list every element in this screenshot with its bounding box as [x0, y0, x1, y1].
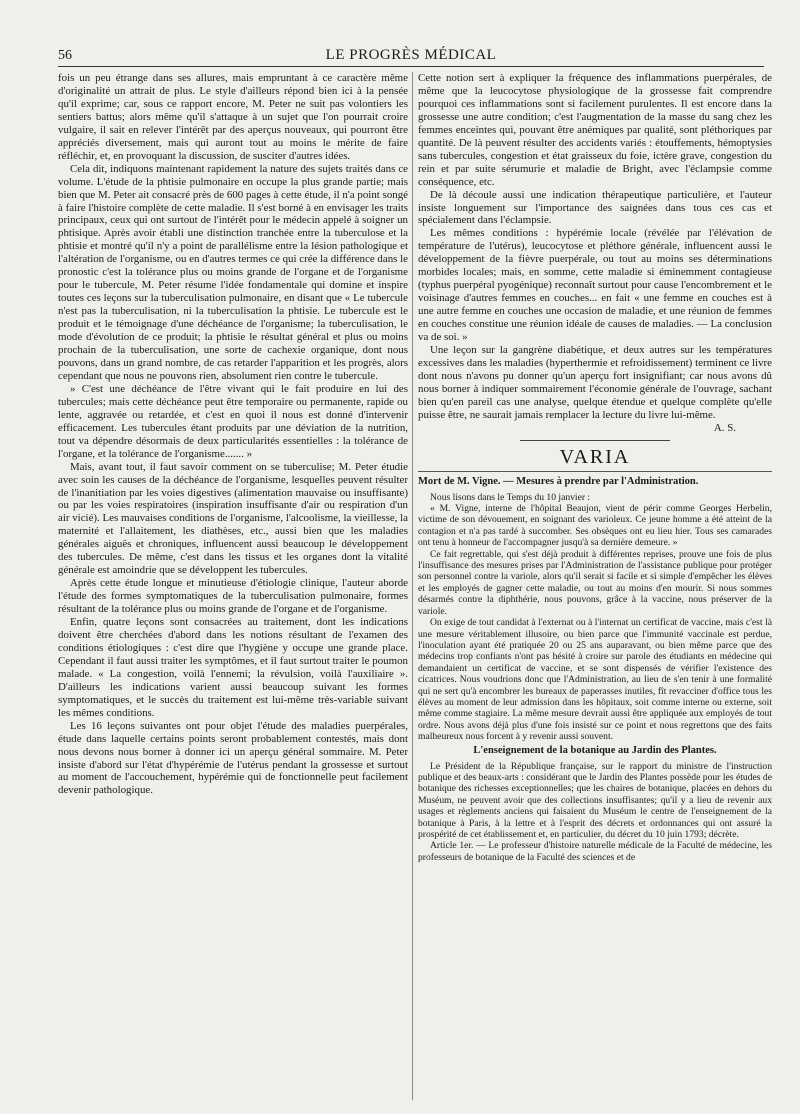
article-body — [418, 761, 772, 864]
article-title: Mort de M. Vigne. — Mesures à prendre par l'Administration. — [418, 475, 699, 487]
paragraph: Article 1er. — Le professeur d'histoire naturelle médicale de la Faculté de médecine, les professeurs de botanique de la Faculté des sciences et de — [418, 840, 772, 863]
paragraph: Une leçon sur la gangrène diabétique, et deux autres sur les températures excessives dans les maladies (hyperthermie et refroidissement) terminent ce livre dont nous n'avons pu donner qu'un aperçu fort insignifiant; car nous avons dû nous borner à indiquer sommairement l'économie générale de l'ouvrage, sachant bien qu'en pareil cas une analyse, quelque étendue et quelque complète qu'elle puisse être, ne saurait jamais remplacer la lecture du livre lui-même. — [418, 344, 772, 421]
author-signature: A. S. — [713, 421, 736, 434]
page-number: 56 — [58, 48, 72, 63]
paragraph: Cette notion sert à expliquer la fréquence des inflammations puerpérales, de même que la leucocytose physiologique de la grossesse fait comprendre pourquoi ces inflammations sont si facilement purulentes. Il est encore dans la grossesse une autre condition; c'est l'augmentation de la masse du sang chez les femmes enceintes qui, pouvant être anémiques par qualité, sont pléthoriques par quantité. De là peuvent résulter des accidents variés : étouffements, hémoptysies sans tubercules, congestion et état graisseux du foie, ictère grave, congestion du rein et par suite sérumurie et maladie de Bright, avec l'éclampsie comme conséquence, etc. — [418, 72, 772, 188]
paragraph: Le Président de la République française, sur le rapport du ministre de l'instruction publique et des beaux-arts : considérant que le Jardin des Plantes possède pour les études de botanique des richesses exceptionnelles; que les chaires de botanique, placées en dehors du Muséum, ne peuvent avoir que des collections insuffisantes; qu'il y a lieu de revenir aux usages et règlements anciens qui faisaient du Muséum le centre de l'enseignement de la botanique à Paris, à la lettre et à l'esprit des décrets et ordonnances qui ont assuré la prospérité de cet établissement et, en particulier, du décret du 10 juin 1793; décrète. — [418, 760, 772, 840]
left-column — [58, 72, 408, 1100]
paragraph: Après cette étude longue et minutieuse d'étiologie clinique, l'auteur aborde l'étude des formes symptomatiques de la tuberculisation pulmonaire, formes résultant de la tolérance plus ou moins grande de l'organe et de l'organisme. — [58, 577, 408, 616]
paragraph: Les mêmes conditions : hypérémie locale (révélée par l'élévation de température de l'utérus), leucocytose et pléthore générale, influencent aussi le développement de la fièvre puerpérale, ou tout au moins ses déterminations morbides locales; mais, en somme, cette maladie si éminemment contagieuse (typhus puerpéral pyogénique) reconnaît surtout pour cause l'encombrement et le voisinage d'autres femmes en couches... en fait « une femme en couches est à une autre femme en couches une occasion de maladie, et une réunion de femmes en couches constitue une réunion idéale de causes de maladies. — La conclusion va de soi. » — [418, 227, 772, 344]
paragraph: Ce fait regrettable, qui s'est déjà produit à différentes reprises, prouve une fois de plus l'insuffisance des mesures prises par l'Administration de l'assistance publique pour protéger son personnel contre la variole, alors qu'il serait si facile et si simple d'empêcher les élèves et les employés de gagner cette maladie, ou tout au moins d'en mourir. Si nous sommes désarmés contre la diphthérie, nous pouvons, grâce à la vaccine, nous préserver de la variole. — [418, 548, 772, 617]
right-column — [418, 72, 772, 1100]
journal-title: LE PROGRÈS MÉDICAL — [325, 47, 497, 63]
paragraph: Enfin, quatre leçons sont consacrées au traitement, dont les indications doivent être cherchées d'abord dans les notions résultant de l'examen des conditions étiologiques : c'est dire que l'hygiène y occupe une grande place. Cependant il faut aussi traiter les symptômes, et il faut surtout traiter le poumon malade. « La congestion, voilà l'ennemi; la révulsion, voilà l'auxiliaire ». D'ailleurs les indications varient aussi beaucoup suivant les formes symptomatiques, et le succès du traitement est lui-même très-variable suivant les mêmes conditions. — [58, 616, 408, 719]
paragraph: » C'est une déchéance de l'être vivant qui le fait produire en lui des tubercules; mais cette déchéance peut être temporaire ou permanente, rapide ou lente, aggravée ou retardée, et c'est en quoi il nous est donné d'intervenir efficacement. Les tubercules étant produits par une déviation de la nutrition, tout va dépendre désormais de deux particularités essentielles : la tolérance de l'organe, et la tolérance de l'organisme....... » — [58, 382, 408, 460]
paragraph: De là découle aussi une indication thérapeutique particulière, et l'auteur insiste longuement sur l'importance des saignées dans tous ces cas et spécialement dans l'éclampsie. — [418, 188, 772, 227]
article-title: L'enseignement de la botanique au Jardin des Plantes. — [473, 744, 717, 756]
paragraph: Mais, avant tout, il faut savoir comment on se tuberculise; M. Peter étudie avec soin les causes de la déchéance de l'organisme, lesquelles peuvent résulter de l'inanitiation par les voies digestives (alimentation mauvaise ou insuffisante) ou par les voies respiratoires (inspiration insuffisante d'air ou respiration d'un air vicié). Les mauvaises conditions de l'organisme, l'alcoolisme, la vieillesse, la maternité et l'allaitement, les diathèses, etc., aussi bien que les maladies générales aiguës et chroniques, influencent aussi beaucoup le développement des tubercules. De même, c'est dans les tissus et les organes dont la vitalité générale est amoindrie que se développent les tubercules. — [58, 460, 408, 577]
paragraph: Cela dit, indiquons maintenant rapidement la nature des sujets traités dans ce volume. L'étude de la phtisie pulmonaire en occupe la plus grande partie; mais bien que M. Peter ait consacré près de 600 pages à cette étude, il n'a point songé à faire l'histoire complète de cette maladie. Il s'est borné à en envisager les traits principaux, ceux qui ont surtout de l'intérêt pour le médecin appelé à soigner un phtisique. Après avoir établi une distinction tranchée entre la tuberculose et la phtisie et montré qu'il n'y a point de parallélisme entre la lésion pathologique et l'altération de l'organisme, ou en d'autres termes ce qui crée la différence dans le pronostic c'est la tolérance plus ou moins grande de l'organe et de l'organisme pour le tubercule, M. Peter résume l'idée fondamentale qui domine et inspire toutes ces leçons sur la tuberculisation pulmonaire, en disant que « Le tubercule n'est pas la tuberculisation, ni la tuberculisation la phtisie. Le tubercule est le produit et le témoignage d'une déchéance de l'organisme; la tuberculisation, le mode d'évolution de ce produit; la phtisie le résultat général et plus ou moins prochain de la tuberculisation, une sorte de cachexie organique, dont nous pouvons, dans un grand nombre, de cas retarder l'apparition et les progrès, alors cependant que nous ne pouvons rien, absolument rien contre le tubercule. — [58, 162, 408, 382]
paragraph: Nous lisons dans le Temps du 10 janvier : — [430, 491, 591, 503]
column-divider — [412, 72, 413, 1100]
article-body — [418, 492, 772, 743]
paragraph: fois un peu étrange dans ses allures, mais empruntant à ce caractère même d'originalité un attrait de plus. Le style d'ailleurs répond bien ici à la pensée qu'il exprime; car, sous ce rapport encore, M. Peter ne suit pas volontiers les sentiers battus; alors même qu'il s'attaque à un sujet que l'on pourrait croire vulgaire, il sait en relever l'intérêt par des aperçus nouveaux, qui pourront être appréciés diversement, mais qui auront tout au moins le mérite de faire réfléchir, et, en provoquant la discussion, de susciter d'autres idées. — [58, 72, 408, 162]
section-rule — [520, 440, 670, 441]
page-header — [58, 44, 764, 67]
paragraph: Les 16 leçons suivantes ont pour objet l'étude des maladies puerpérales, étude dans laquelle certains points seront probablement contestés, mais dont nous devons nous borner à donner ici un aperçu général sommaire. M. Peter insiste d'abord sur l'état d'hypérémie de l'utérus pendant la grossesse et surtout au moment de l'accouchement, hypérémie qui de fonctionnelle peut facilement devenir pathologique. — [58, 719, 408, 797]
quoted-paragraph: « M. Vigne, interne de l'hôpital Beaujon, vient de périr comme Georges Herbelin, victime de son dévouement, en soignant des varioleux. Ce jeune homme a été atteint de la contagion et n'a pas tardé à succomber. Ses obsèques ont eu lieu hier. Tous ses camarades ont tenu à honneur de l'accompagner jusqu'à sa dernière demeure. » — [418, 503, 772, 549]
section-title: VARIA — [418, 445, 772, 472]
paragraph: On exige de tout candidat à l'externat ou à l'internat un certificat de vaccine, mais c'est là une mesure véritablement illusoire, ou bien parce que l'immunité vaccinale est perdue, l'inoculation ayant été pratiquée 20 ou 25 ans auparavant, ou bien même parce que des médecins trop confiants n'ont pas hésité à croire sur parole des étudiants en médecine qui demandaient un certificat de vaccine, et se sont dispensés de vérifier l'existence des cicatrices. Nous voudrions donc que l'Administration, au lieu de s'en tenir à une formalité qui ne sert qu'à encombrer les bureaux de paperasses inutiles, fît revacciner d'office tous les élèves au moment de leur admission dans les hôpitaux, soit comme interne ou externe, soit même comme stagiaire. La même mesure devrait aussi être appliquée aux employés de tout ordre. Nous avons déjà plus d'une fois insisté sur ce point et nous regrettons que des faits malheureux nous forcent à y revenir aussi souvent. — [418, 617, 772, 743]
